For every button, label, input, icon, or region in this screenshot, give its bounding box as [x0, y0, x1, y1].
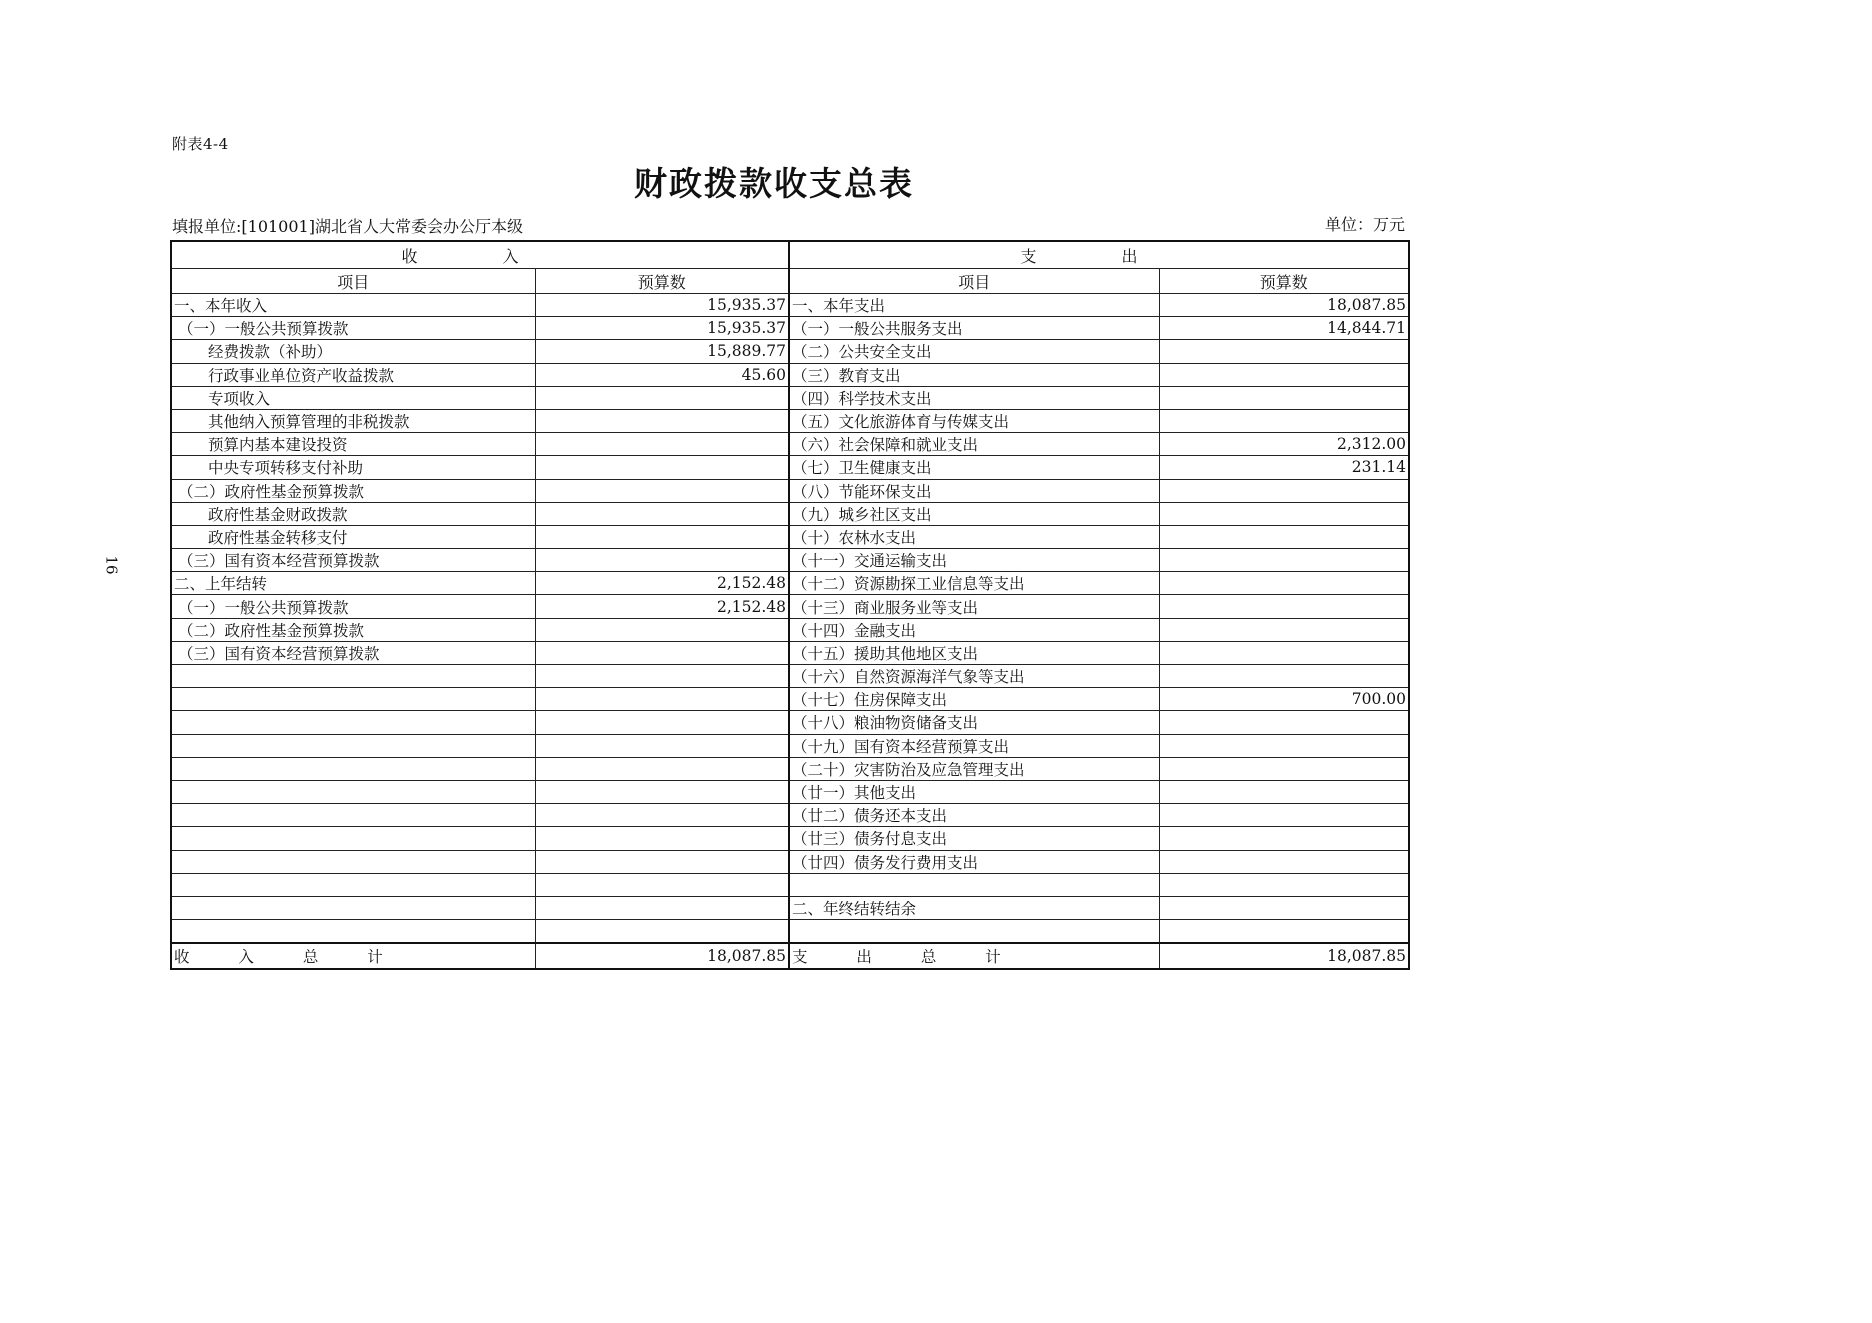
income-section-header: 收 入: [171, 241, 789, 269]
expense-amount-cell: [1159, 502, 1409, 525]
expense-item-cell: （十）农林水支出: [789, 525, 1159, 548]
income-item-cell: 政府性基金转移支付: [171, 525, 535, 548]
expense-item-cell: （四）科学技术支出: [789, 386, 1159, 409]
income-amount-cell: [535, 711, 789, 734]
income-amount-cell: [535, 688, 789, 711]
income-item-cell: [171, 711, 535, 734]
income-amount-cell: [535, 409, 789, 432]
expense-item-cell: （十三）商业服务业等支出: [789, 595, 1159, 618]
income-item-cell: （三）国有资本经营预算拨款: [171, 641, 535, 664]
expense-item-cell: （三）教育支出: [789, 363, 1159, 386]
table-row: [171, 850, 1409, 873]
income-item-cell: 预算内基本建设投资: [171, 433, 535, 456]
expense-amount-cell: [1159, 641, 1409, 664]
table-row: [171, 386, 1409, 409]
income-amount-cell: [535, 502, 789, 525]
income-amount-cell: 15,935.37: [535, 294, 789, 317]
expense-amount-cell: 18,087.85: [1159, 294, 1409, 317]
income-amount-cell: [535, 456, 789, 479]
expense-amount-cell: [1159, 850, 1409, 873]
expense-item-cell: （十九）国有资本经营预算支出: [789, 734, 1159, 757]
reporting-unit: 填报单位:[101001]湖北省人大常委会办公厅本级: [172, 217, 523, 236]
income-item-cell: 中央专项转移支付补助: [171, 456, 535, 479]
table-row: [171, 433, 1409, 456]
expense-amount-cell: [1159, 549, 1409, 572]
income-total-label: 收 入 总 计: [171, 943, 535, 969]
table-row: [171, 479, 1409, 502]
table-row: [171, 525, 1409, 548]
income-amount-cell: [535, 386, 789, 409]
expense-item-cell: 二、年终结转结余: [789, 896, 1159, 919]
income-amount-cell: [535, 850, 789, 873]
expense-item-cell: （十八）粮油物资储备支出: [789, 711, 1159, 734]
income-item-cell: [171, 665, 535, 688]
income-item-cell: [171, 920, 535, 944]
income-amount-cell: 2,152.48: [535, 572, 789, 595]
expense-item-cell: （二）公共安全支出: [789, 340, 1159, 363]
currency-unit: 单位：万元: [1324, 215, 1405, 234]
table-row: [171, 363, 1409, 386]
expense-item-cell: （十五）援助其他地区支出: [789, 641, 1159, 664]
income-item-cell: [171, 873, 535, 896]
page-title: 财政拨款收支总表: [634, 164, 914, 203]
expense-amount-cell: 231.14: [1159, 456, 1409, 479]
income-amount-cell: [535, 641, 789, 664]
income-item-cell: 二、上年结转: [171, 572, 535, 595]
table-row: [171, 734, 1409, 757]
table-row: [171, 317, 1409, 340]
expense-item-cell: 一、本年支出: [789, 294, 1159, 317]
table-row: [171, 920, 1409, 944]
expense-total-label: 支 出 总 计: [789, 943, 1159, 969]
expense-amount-cell: [1159, 780, 1409, 803]
expense-item-cell: （十六）自然资源海洋气象等支出: [789, 665, 1159, 688]
income-item-cell: 政府性基金财政拨款: [171, 502, 535, 525]
income-item-cell: 一、本年收入: [171, 294, 535, 317]
table-row: [171, 595, 1409, 618]
total-row: [171, 943, 1409, 969]
table-row: [171, 827, 1409, 850]
budget-table-container: [170, 240, 1408, 970]
expense-item-cell: （一）一般公共服务支出: [789, 317, 1159, 340]
income-item-cell: （二）政府性基金预算拨款: [171, 479, 535, 502]
table-body: [171, 294, 1409, 944]
table-row: [171, 780, 1409, 803]
expense-item-cell: （八）节能环保支出: [789, 479, 1159, 502]
income-item-cell: [171, 850, 535, 873]
table-row: [171, 618, 1409, 641]
table-row: [171, 711, 1409, 734]
income-amount-cell: [535, 873, 789, 896]
attachment-label: 附表4-4: [172, 135, 229, 153]
income-item-cell: [171, 804, 535, 827]
table-row: [171, 549, 1409, 572]
income-amount-cell: [535, 896, 789, 919]
income-item-cell: 专项收入: [171, 386, 535, 409]
income-item-cell: 其他纳入预算管理的非税拨款: [171, 409, 535, 432]
income-item-cell: [171, 780, 535, 803]
expense-item-cell: [789, 920, 1159, 944]
table-row: [171, 896, 1409, 919]
income-item-cell: [171, 688, 535, 711]
expense-amount-cell: [1159, 734, 1409, 757]
expense-item-cell: （九）城乡社区支出: [789, 502, 1159, 525]
table-row: [171, 641, 1409, 664]
expense-item-cell: （十七）住房保障支出: [789, 688, 1159, 711]
table-row: [171, 665, 1409, 688]
expense-amount-cell: [1159, 896, 1409, 919]
table-row: [171, 409, 1409, 432]
expense-item-cell: （廿四）债务发行费用支出: [789, 850, 1159, 873]
expense-item-cell: （十二）资源勘探工业信息等支出: [789, 572, 1159, 595]
income-item-cell: （三）国有资本经营预算拨款: [171, 549, 535, 572]
income-amount-cell: [535, 665, 789, 688]
table-row: [171, 502, 1409, 525]
income-amount-cell: [535, 479, 789, 502]
expense-item-cell: （五）文化旅游体育与传媒支出: [789, 409, 1159, 432]
expense-amount-cell: [1159, 711, 1409, 734]
income-item-cell: （一）一般公共预算拨款: [171, 317, 535, 340]
income-item-header: 项目: [171, 269, 535, 294]
income-item-cell: [171, 896, 535, 919]
income-total-amount: 18,087.85: [535, 943, 789, 969]
expense-item-cell: （廿三）债务付息支出: [789, 827, 1159, 850]
expense-item-cell: [789, 873, 1159, 896]
expense-item-cell: （十四）金融支出: [789, 618, 1159, 641]
expense-amount-cell: 14,844.71: [1159, 317, 1409, 340]
expense-amount-cell: [1159, 409, 1409, 432]
expense-item-cell: （七）卫生健康支出: [789, 456, 1159, 479]
section-header-row: [171, 241, 1409, 269]
table-row: [171, 873, 1409, 896]
income-amount-cell: [535, 618, 789, 641]
expense-total-amount: 18,087.85: [1159, 943, 1409, 969]
table-row: [171, 456, 1409, 479]
expense-item-cell: （二十）灾害防治及应急管理支出: [789, 757, 1159, 780]
income-item-cell: [171, 827, 535, 850]
income-amount-cell: [535, 433, 789, 456]
income-amount-cell: [535, 757, 789, 780]
income-budget-header: 预算数: [535, 269, 789, 294]
income-amount-cell: [535, 804, 789, 827]
income-amount-cell: 15,935.37: [535, 317, 789, 340]
expense-amount-cell: [1159, 665, 1409, 688]
income-amount-cell: [535, 780, 789, 803]
expense-amount-cell: [1159, 920, 1409, 944]
income-amount-cell: 2,152.48: [535, 595, 789, 618]
income-item-cell: [171, 734, 535, 757]
income-amount-cell: [535, 920, 789, 944]
income-item-cell: [171, 757, 535, 780]
income-amount-cell: 45.60: [535, 363, 789, 386]
income-amount-cell: 15,889.77: [535, 340, 789, 363]
income-item-cell: 行政事业单位资产收益拨款: [171, 363, 535, 386]
table-row: [171, 804, 1409, 827]
table-row: [171, 294, 1409, 317]
expense-item-cell: （十一）交通运输支出: [789, 549, 1159, 572]
expense-amount-cell: [1159, 618, 1409, 641]
income-amount-cell: [535, 525, 789, 548]
income-amount-cell: [535, 827, 789, 850]
income-amount-cell: [535, 734, 789, 757]
expense-amount-cell: [1159, 757, 1409, 780]
expense-item-cell: （六）社会保障和就业支出: [789, 433, 1159, 456]
page-number: 16: [102, 555, 121, 575]
table-row: [171, 340, 1409, 363]
expense-amount-cell: [1159, 340, 1409, 363]
income-item-cell: （一）一般公共预算拨款: [171, 595, 535, 618]
expense-amount-cell: [1159, 804, 1409, 827]
expense-amount-cell: [1159, 479, 1409, 502]
expense-amount-cell: 700.00: [1159, 688, 1409, 711]
column-header-row: [171, 269, 1409, 294]
expense-item-cell: （廿二）债务还本支出: [789, 804, 1159, 827]
expense-item-header: 项目: [789, 269, 1159, 294]
expense-section-header: 支 出: [789, 241, 1409, 269]
expense-amount-cell: [1159, 827, 1409, 850]
income-amount-cell: [535, 549, 789, 572]
expense-budget-header: 预算数: [1159, 269, 1409, 294]
table-row: [171, 757, 1409, 780]
expense-item-cell: （廿一）其他支出: [789, 780, 1159, 803]
income-item-cell: 经费拨款（补助）: [171, 340, 535, 363]
expense-amount-cell: [1159, 525, 1409, 548]
expense-amount-cell: [1159, 572, 1409, 595]
expense-amount-cell: [1159, 363, 1409, 386]
income-item-cell: （二）政府性基金预算拨款: [171, 618, 535, 641]
table-row: [171, 572, 1409, 595]
budget-summary-table: [170, 240, 1410, 970]
expense-amount-cell: [1159, 873, 1409, 896]
expense-amount-cell: 2,312.00: [1159, 433, 1409, 456]
expense-amount-cell: [1159, 386, 1409, 409]
table-row: [171, 688, 1409, 711]
expense-amount-cell: [1159, 595, 1409, 618]
